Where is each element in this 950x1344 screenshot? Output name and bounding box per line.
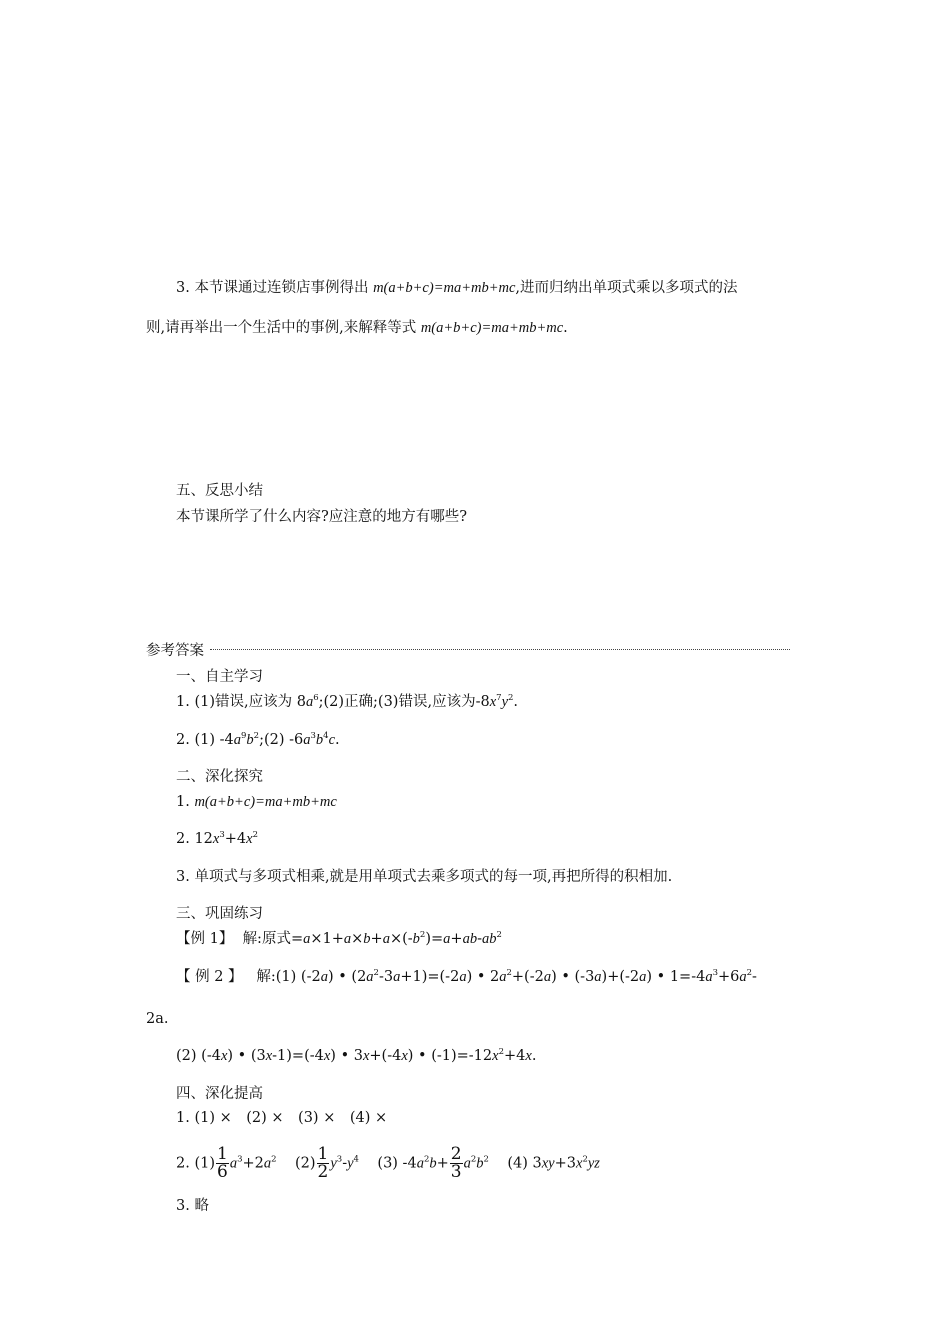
answer-4-2-part-4: (4) 3 [507,1155,542,1172]
example-2-part-2: (2) (-4x) • (3x-1)=(-4x) • 3x+(-4x) • $(-1)=-12x^2+4x$. [176,1047,537,1064]
answer-1-2: 2. (1) $-4a^9b^2;(2)$ $-6a^3b^4c$. [176,731,340,748]
example-2-part-1: 【 例 2 】 解:(1) (-2a) • $(2a^2-3a+1)=(-2a)$ • $2a^2+(-2a)$ • (-3a)+(-2a) • $1=-4a^3+6a^2-$ [176,968,757,985]
section-4-heading: 四、深化提高 [176,1086,263,1102]
answer-1-2-text: 2. (1) -4 [176,732,234,748]
problem-3-text: 3. 本节课通过连锁店事例得出 [176,280,374,296]
fraction-1: $\frac{1}{6}$ [216,1144,228,1182]
problem-3-text-cont: ,进而归纳出单项式乘以多项式的法 [515,280,738,296]
example-1-label: 【例 1】 [176,931,234,947]
answer-2-1-prefix: 1. [176,794,195,810]
formula-expression: m(a+b+c)=ma+mb+mc [373,280,516,296]
answer-1-1-text: 1. (1)错误,应该为 8 [176,694,306,710]
answer-1-2-text-2: ;(2) -6 [259,732,304,748]
problem-3-text-2: 则,请再举出一个生活中的事例,来解释等式 [146,320,421,336]
answer-1-1-text-2: ;(2)正确;(3)错误,应该为-8 [318,694,490,710]
example-1: 【例 1】 解:原式$=a\times 1+a\times b+a\times(-b^2)=a+ab-ab^2$ [176,930,502,947]
fraction-3: $\frac{2}{3}$ [450,1144,462,1182]
example-2-part-2-label: (2) [176,1048,197,1064]
answer-4-3: 3. 略 [176,1198,209,1214]
formula-expression-2: m(a+b+c)=ma+mb+mc [420,320,564,336]
section-3-heading: 三、巩固练习 [176,906,263,922]
answer-4-2-part-3: (3) -4 [377,1155,417,1172]
answer-4-2-part-2: (2) [294,1155,316,1172]
answer-4-2: 2. (1) $\frac{1}{6}$ $a^3+2a^2$ (2) $\frac{1}{2}$ $y^3-y^4$ (3) $-4a^2b+$ $\frac{2}{3}$ $a^2b^2$ (4) $3xy+3x^2yz$ [176,1144,600,1182]
example-2-cont: 2a. [146,1011,169,1027]
answers-title: 参考答案 [146,643,204,659]
example-2-label: 【 例 2 】 [176,969,243,985]
answer-2-2: 2. $12x^3+4x^2$ [176,830,258,847]
answer-1-1: 1. (1)错误,应该为 $8a^6;(2)$正确;(3)错误,应该为$-8x^7y^2$. [176,693,519,710]
problem-3-line-1 [176,278,738,298]
answer-4-1: 1. (1) × (2) × (3) × (4) × [176,1110,388,1126]
answer-4-2-prefix: 2. (1) [176,1155,215,1172]
fraction-2: $\frac{1}{2}$ [317,1144,329,1182]
example-1-text: 解:原式= [242,931,304,947]
problem-3-line-2 [146,318,568,338]
reflection-heading: 五、反思小结 [176,483,263,499]
answer-2-3: 3. 单项式与多项式相乘,就是用单项式去乘多项式的每一项,再把所得的积相加. [176,869,673,885]
dotted-rule [210,649,790,650]
example-2-text: 解:(1) [256,969,297,985]
section-2-heading: 二、深化探究 [176,769,263,785]
reflection-question: 本节课所学了什么内容?应注意的地方有哪些? [176,509,468,525]
answer-2-2-text: 2. 12 [176,831,213,847]
answer-2-1-expr: m(a+b+c)=ma+mb+mc [194,794,337,810]
answer-2-1 [176,792,337,812]
section-1-heading: 一、自主学习 [176,669,263,685]
period: . [563,320,568,336]
